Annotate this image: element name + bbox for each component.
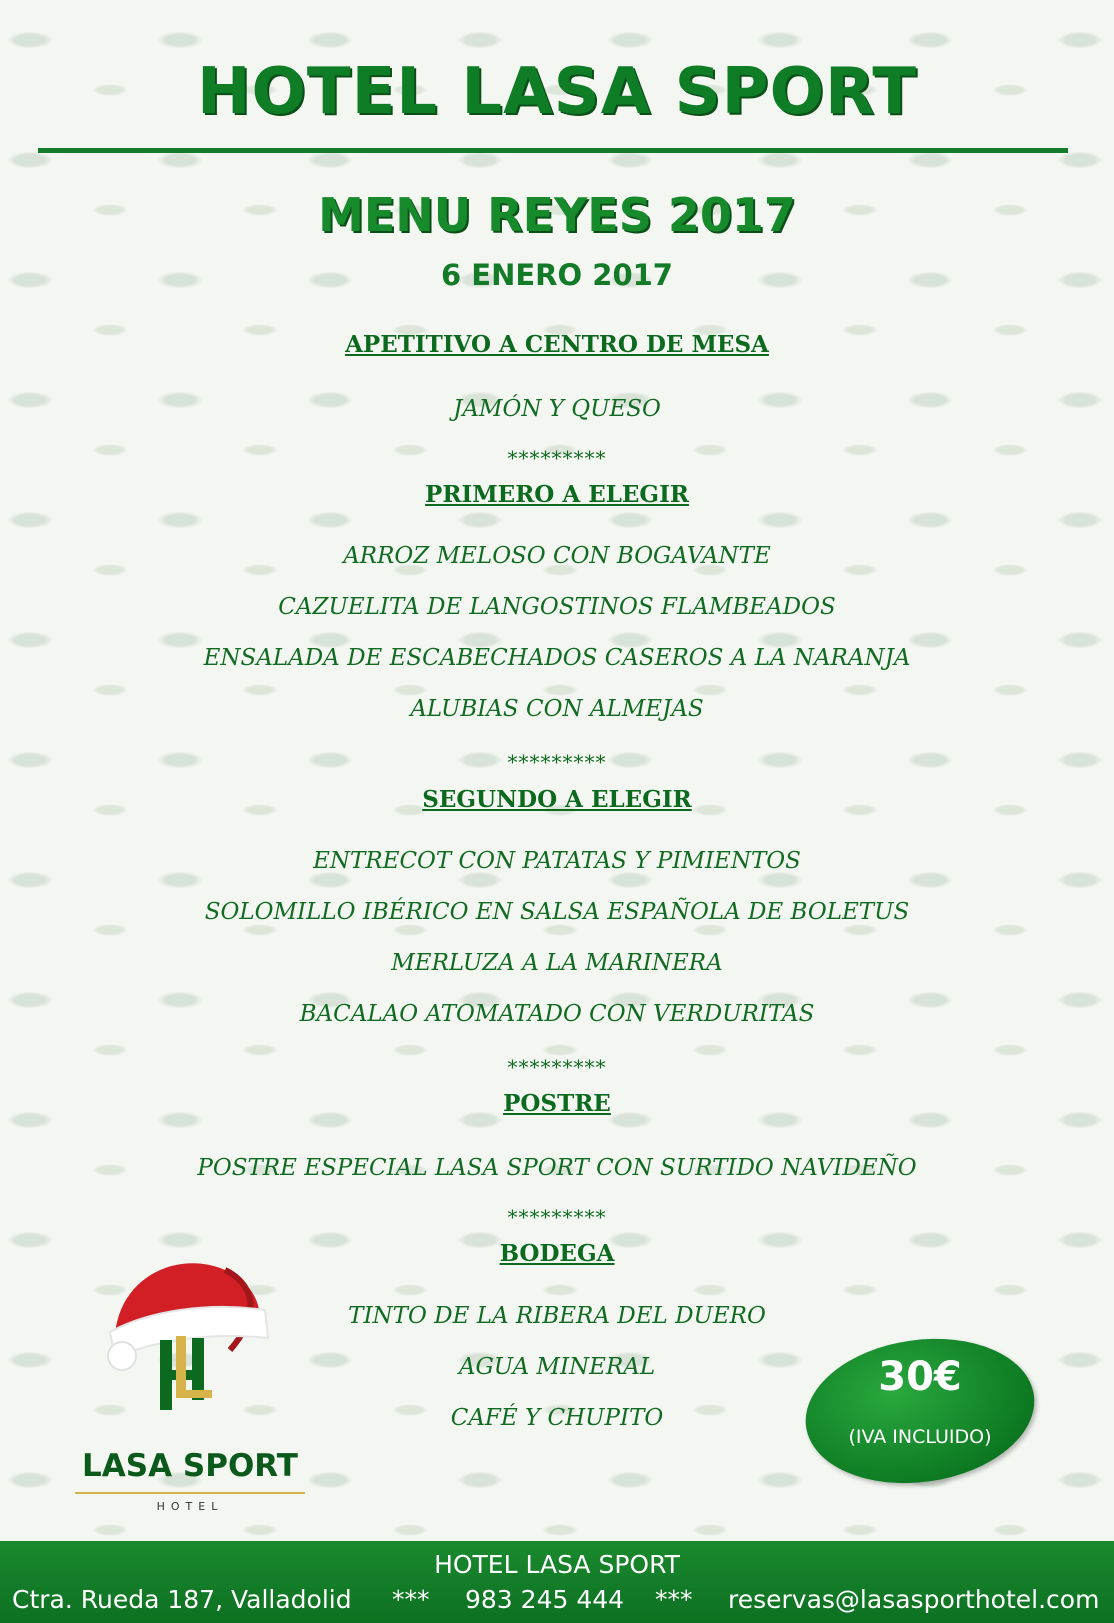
menu-item: TINTO DE LA RIBERA DEL DUERO — [348, 1303, 766, 1329]
hotel-title: HOTEL LASA SPORT — [196, 55, 918, 129]
menu-item: POSTRE ESPECIAL LASA SPORT CON SURTIDO NAVIDEÑO — [197, 1155, 917, 1181]
logo-name: LASA SPORT — [82, 1448, 298, 1484]
menu-item: ALUBIAS CON ALMEJAS — [410, 696, 704, 722]
footer-separator: *** — [655, 1585, 693, 1614]
section-heading-bodega: BODEGA — [499, 1240, 615, 1267]
section-heading-apetitivo: APETITIVO A CENTRO DE MESA — [345, 331, 769, 358]
logo-subtitle: HOTEL — [156, 1500, 224, 1513]
title-divider — [38, 148, 1068, 153]
footer-title: HOTEL LASA SPORT — [434, 1550, 680, 1579]
price-badge — [796, 1325, 1044, 1498]
section-separator: ********* — [507, 1055, 607, 1079]
menu-item: JAMÓN Y QUESO — [453, 396, 661, 422]
footer-address: Ctra. Rueda 187, Valladolid — [12, 1585, 352, 1614]
menu-item: CAFÉ Y CHUPITO — [450, 1405, 664, 1431]
price-amount: 30€ — [878, 1354, 962, 1400]
menu-item: SOLOMILLO IBÉRICO EN SALSA ESPAÑOLA DE BOLETUS — [204, 899, 910, 925]
logo-underline — [75, 1492, 305, 1494]
menu-item: MERLUZA A LA MARINERA — [391, 950, 723, 976]
footer-email: reservas@lasasporthotel.com — [728, 1585, 1100, 1614]
menu-date: 6 ENERO 2017 — [441, 258, 673, 292]
section-heading-primero: PRIMERO A ELEGIR — [425, 481, 689, 508]
menu-subtitle: MENU REYES 2017 — [318, 188, 796, 242]
section-separator: ********* — [507, 446, 607, 470]
menu-item: CAZUELITA DE LANGOSTINOS FLAMBEADOS — [278, 594, 836, 620]
menu-item: ARROZ MELOSO CON BOGAVANTE — [343, 543, 771, 569]
section-separator: ********* — [507, 1205, 607, 1229]
menu-item: ENTRECOT CON PATATAS Y PIMIENTOS — [313, 848, 801, 874]
santa-hat-hl-logo-icon — [60, 1240, 320, 1470]
menu-item: ENSALADA DE ESCABECHADOS CASEROS A LA NARANJA — [203, 645, 911, 671]
footer-separator: *** — [392, 1585, 430, 1614]
menu-item: AGUA MINERAL — [458, 1354, 656, 1380]
logo-monogram: HL — [182, 1314, 184, 1315]
section-separator: ********* — [507, 750, 607, 774]
section-heading-postre: POSTRE — [503, 1090, 611, 1117]
footer-contact-row — [0, 1585, 1114, 1619]
price-note: (IVA INCLUIDO) — [848, 1426, 992, 1448]
menu-item: BACALAO ATOMATADO CON VERDURITAS — [299, 1001, 815, 1027]
footer-phone: 983 245 444 — [465, 1585, 625, 1614]
section-heading-segundo: SEGUNDO A ELEGIR — [422, 786, 692, 813]
